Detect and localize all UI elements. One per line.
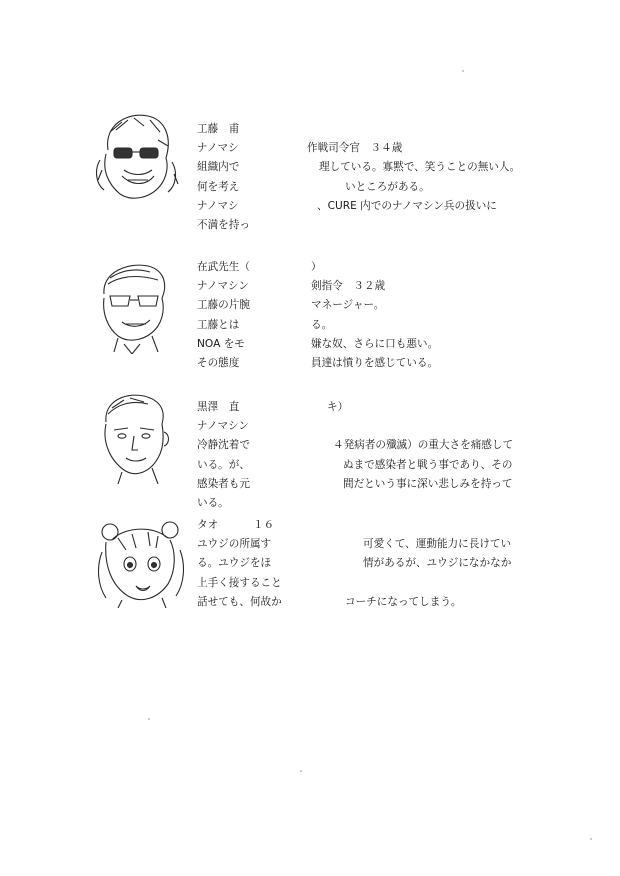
tao-line-2-left: ユウジの所属す	[197, 538, 272, 551]
arabu-line-6	[197, 354, 532, 373]
kudo-line-2-left: ナノマシ	[197, 142, 239, 155]
arabu-line-3-right: マネージャー。	[311, 299, 385, 312]
arabu-line-1-left: 在武先生（	[197, 261, 250, 273]
kurosawa-line-4-left: いる。が、	[197, 458, 250, 471]
tao-line-2	[197, 535, 532, 554]
arabu-line-4-right: る。	[311, 318, 333, 331]
arabu-line-6-left: その態度	[197, 356, 240, 369]
arabu-line-2	[197, 277, 532, 296]
kurosawa-line-2	[197, 417, 532, 436]
kurosawa-line-3	[197, 436, 532, 455]
tao-line-4-text: 上手く接すること	[197, 576, 282, 589]
kudo-line-5-right: 、CURE 内でのナノマシン兵の扱いに	[317, 199, 497, 212]
kurosawa-line-1-left: 黒澤 直	[197, 401, 240, 413]
kudo-line-4	[197, 178, 532, 197]
arabu-line-3	[197, 296, 532, 315]
kudo-line-4-left: 何を考え	[197, 180, 240, 193]
portrait-tao	[92, 518, 192, 608]
kudo-line-1	[197, 120, 532, 139]
arabu-line-1-right: ）	[311, 261, 322, 273]
portrait-arabu	[88, 262, 184, 354]
arabu-line-1	[197, 258, 532, 277]
tao-line-3-left: る。ユウジをほ	[197, 557, 272, 570]
tao-line-1-left: タオ	[197, 519, 219, 531]
kudo-line-2-right: 作戦司令官 ３４歳	[307, 142, 403, 155]
kurosawa-line-6	[197, 494, 532, 513]
kurosawa-line-4-right: ぬまで感染者と戦う事であり、その	[343, 458, 513, 471]
kudo-line-1-text: 工藤 甫	[197, 123, 240, 135]
tao-line-3	[197, 554, 532, 573]
kudo-line-5	[197, 197, 532, 216]
scan-speck	[148, 718, 150, 720]
kurosawa-line-1	[197, 398, 532, 417]
kudo-line-3	[197, 158, 532, 177]
tao-line-4	[197, 574, 532, 593]
arabu-line-4-left: 工藤とは	[197, 318, 240, 331]
scan-speck	[462, 70, 464, 72]
kudo-line-2	[197, 139, 532, 158]
portrait-kudo	[88, 110, 184, 202]
kudo-line-3-right: 理している。寡黙で、笑うことの無い人。	[319, 161, 521, 174]
arabu-line-4	[197, 316, 532, 335]
girl-with-buns-sketch	[92, 518, 192, 608]
portrait-kurosawa	[88, 392, 184, 484]
kurosawa-line-2-text: ナノマシン	[197, 420, 249, 433]
arabu-line-2-left: ナノマシン	[197, 280, 249, 293]
arabu-line-3-left: 工藤の片腕	[197, 299, 250, 312]
tao-line-2-right: 可愛くて、運動能力に長けてい	[363, 538, 512, 551]
kurosawa-line-4	[197, 456, 532, 475]
kurosawa-line-5-left: 感染者も元	[197, 477, 250, 490]
arabu-line-6-right: 員達は憤りを感じている。	[311, 356, 439, 369]
man-short-hair-sketch	[88, 392, 184, 484]
kurosawa-line-1-right: キ）	[327, 401, 349, 413]
man-with-sunglasses-sketch	[88, 110, 184, 202]
arabu-line-5-right: 嫌な奴、さらに口も悪い。	[311, 337, 439, 350]
kurosawa-line-5	[197, 475, 532, 494]
kudo-line-6	[197, 216, 532, 235]
scan-speck	[590, 838, 592, 840]
tao-line-3-right: 情があるが、ユウジになかなか	[363, 557, 512, 570]
tao-line-5-left: 話せても、何故か	[197, 595, 282, 608]
kurosawa-line-5-right: 間だという事に深い悲しみを持って	[343, 477, 513, 490]
scan-speck	[300, 770, 302, 772]
kudo-line-3-left: 組織内で	[197, 161, 240, 174]
kudo-line-6-text: 不満を持っ	[197, 218, 250, 231]
kurosawa-line-3-left: 冷静沈着で	[197, 439, 250, 452]
arabu-line-5	[197, 335, 532, 354]
kurosawa-line-6-text: いる。	[197, 496, 229, 509]
man-with-glasses-sketch	[88, 262, 184, 354]
kurosawa-line-3-right: ４発病者の殲滅）の重大さを痛感して	[333, 439, 514, 452]
tao-line-1-right: １６	[253, 519, 275, 531]
tao-line-5-right: コーチになってしまう。	[345, 595, 462, 608]
tao-line-1	[197, 516, 532, 535]
kudo-line-4-right: いところがある。	[345, 180, 430, 193]
arabu-line-2-right: 剣指令 ３２歳	[311, 280, 386, 293]
tao-line-5	[197, 593, 532, 612]
arabu-line-5-left: NOA をモ	[197, 337, 245, 350]
kudo-line-5-left: ナノマシ	[197, 199, 239, 212]
